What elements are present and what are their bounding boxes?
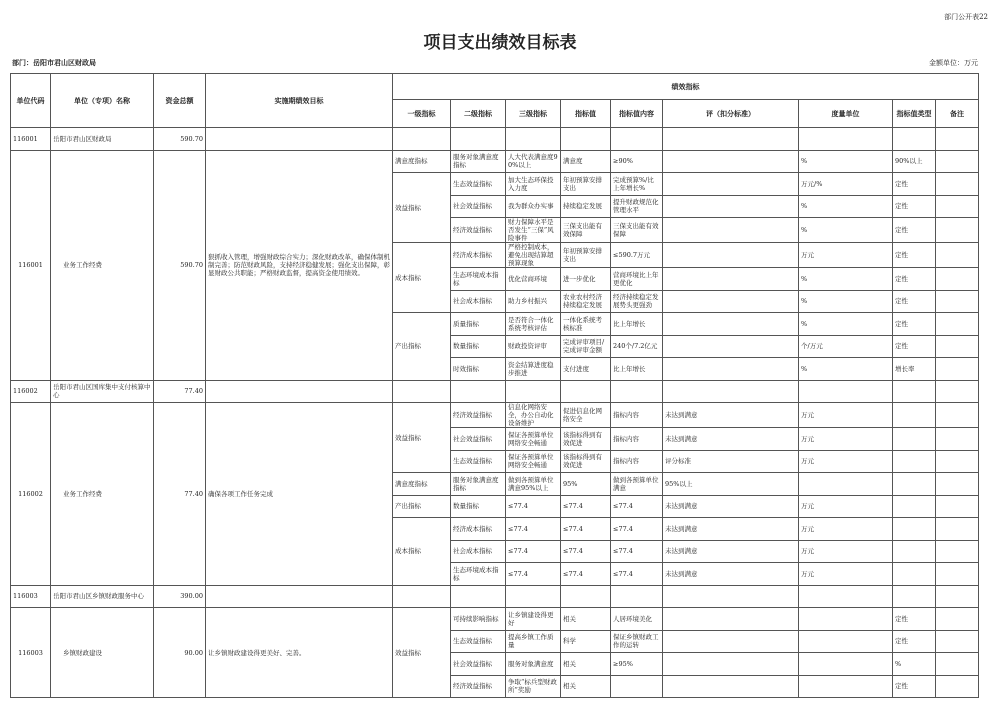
value-type: 定性 bbox=[893, 675, 936, 698]
header-unit-code: 单位代码 bbox=[11, 74, 51, 128]
indicator-content: 比上年增长 bbox=[611, 358, 663, 381]
header-level2: 二级指标 bbox=[451, 100, 506, 128]
indicator-content: 保证乡镇财政工作的运转 bbox=[611, 630, 663, 653]
scoring-standard: 未达到满意 bbox=[663, 540, 799, 563]
scoring-standard bbox=[663, 195, 799, 218]
header-value-type: 指标值类型 bbox=[893, 100, 936, 128]
level3-indicator: 财力保障水平是否发生“三保”风险事件 bbox=[506, 218, 561, 243]
remark bbox=[936, 218, 979, 243]
scoring-standard bbox=[663, 630, 799, 653]
indicator-content: 人居环境美化 bbox=[611, 608, 663, 631]
empty-cell bbox=[893, 128, 936, 151]
empty-cell bbox=[506, 128, 561, 151]
indicator-row bbox=[11, 608, 979, 631]
measure-unit: 万元/% bbox=[799, 173, 893, 196]
level3-indicator: 优化营商环境 bbox=[506, 268, 561, 291]
remark bbox=[936, 173, 979, 196]
scoring-standard bbox=[663, 653, 799, 676]
empty-cell bbox=[506, 380, 561, 403]
header-level3: 三级指标 bbox=[506, 100, 561, 128]
project-code: 116003 bbox=[11, 608, 51, 698]
remark bbox=[936, 290, 979, 313]
scoring-standard: 未达到满意 bbox=[663, 518, 799, 541]
empty-cell bbox=[611, 380, 663, 403]
indicator-value: ≤77.4 bbox=[561, 518, 611, 541]
level1-indicator: 成本指标 bbox=[393, 243, 451, 313]
level3-indicator: 严格控制成本，避免出现结算超预算现象 bbox=[506, 243, 561, 268]
level1-indicator: 效益指标 bbox=[393, 403, 451, 473]
measure-unit: % bbox=[799, 290, 893, 313]
remark bbox=[936, 518, 979, 541]
indicator-content: ≤77.4 bbox=[611, 495, 663, 518]
level3-indicator: 保证各预算单位网络安全畅通 bbox=[506, 428, 561, 451]
value-type bbox=[893, 540, 936, 563]
empty-cell bbox=[799, 380, 893, 403]
level3-indicator: 让乡镇建设得更好 bbox=[506, 608, 561, 631]
level3-indicator: 争取“标兵型财政所”奖励 bbox=[506, 675, 561, 698]
measure-unit: % bbox=[799, 268, 893, 291]
header-remark: 备注 bbox=[936, 100, 979, 128]
value-type: 定性 bbox=[893, 313, 936, 336]
value-type: 增长率 bbox=[893, 358, 936, 381]
value-type: 90%以上 bbox=[893, 150, 936, 173]
value-type: 定性 bbox=[893, 630, 936, 653]
empty-cell bbox=[799, 585, 893, 608]
indicator-value: 持续稳定发展 bbox=[561, 195, 611, 218]
indicator-content: 营商环境比上年更优化 bbox=[611, 268, 663, 291]
level3-indicator: 人大代表满意度90%以上 bbox=[506, 150, 561, 173]
indicator-value: ≤77.4 bbox=[561, 540, 611, 563]
value-type: 定性 bbox=[893, 608, 936, 631]
project-amount: 590.70 bbox=[154, 150, 206, 380]
scoring-standard bbox=[663, 290, 799, 313]
unit-amount: 390.00 bbox=[154, 585, 206, 608]
empty-cell bbox=[663, 380, 799, 403]
unit-amount: 590.70 bbox=[154, 128, 206, 151]
indicator-value: 满意度 bbox=[561, 150, 611, 173]
remark bbox=[936, 268, 979, 291]
performance-target-table bbox=[10, 73, 979, 698]
level1-indicator: 效益指标 bbox=[393, 608, 451, 698]
indicator-value: 该指标得到有效促进 bbox=[561, 450, 611, 473]
measure-unit bbox=[799, 473, 893, 496]
level2-indicator: 社会效益指标 bbox=[451, 428, 506, 451]
scoring-standard: 未达到满意 bbox=[663, 495, 799, 518]
header-level1: 一级指标 bbox=[393, 100, 451, 128]
empty-cell bbox=[936, 128, 979, 151]
remark bbox=[936, 313, 979, 336]
remark bbox=[936, 335, 979, 358]
empty-cell bbox=[206, 128, 393, 151]
remark bbox=[936, 428, 979, 451]
indicator-content: 比上年增长 bbox=[611, 313, 663, 336]
header-indicator-content: 指标值内容 bbox=[611, 100, 663, 128]
level2-indicator: 社会效益指标 bbox=[451, 195, 506, 218]
scoring-standard bbox=[663, 150, 799, 173]
indicator-content: ≤77.4 bbox=[611, 563, 663, 586]
scoring-standard: 评分标准 bbox=[663, 450, 799, 473]
level2-indicator: 社会成本指标 bbox=[451, 540, 506, 563]
indicator-content: 做到各预算单位满意 bbox=[611, 473, 663, 496]
empty-cell bbox=[663, 128, 799, 151]
level2-indicator: 生态环境成本指标 bbox=[451, 268, 506, 291]
remark bbox=[936, 675, 979, 698]
remark bbox=[936, 150, 979, 173]
measure-unit: 万元 bbox=[799, 243, 893, 268]
project-name: 业务工作经费 bbox=[51, 403, 154, 586]
project-name: 业务工作经费 bbox=[51, 150, 154, 380]
indicator-value: 进一步优化 bbox=[561, 268, 611, 291]
level2-indicator: 可持续影响指标 bbox=[451, 608, 506, 631]
header-unit-name: 单位（专项）名称 bbox=[51, 74, 154, 128]
level3-indicator: ≤77.4 bbox=[506, 518, 561, 541]
form-number: 部门公开表22 bbox=[944, 13, 988, 21]
measure-unit: 万元 bbox=[799, 540, 893, 563]
empty-cell bbox=[663, 585, 799, 608]
indicator-content: ≥95% bbox=[611, 653, 663, 676]
level1-indicator: 效益指标 bbox=[393, 173, 451, 243]
empty-cell bbox=[611, 128, 663, 151]
level3-indicator: 保证各预算单位网络安全畅通 bbox=[506, 450, 561, 473]
measure-unit: % bbox=[799, 358, 893, 381]
value-type: % bbox=[893, 653, 936, 676]
indicator-content bbox=[611, 675, 663, 698]
indicator-value: 该指标得到有效促进 bbox=[561, 428, 611, 451]
level2-indicator: 经济效益指标 bbox=[451, 403, 506, 428]
remark bbox=[936, 403, 979, 428]
value-type bbox=[893, 518, 936, 541]
level3-indicator: 做到各预算单位满意95%以上 bbox=[506, 473, 561, 496]
level2-indicator: 质量指标 bbox=[451, 313, 506, 336]
project-amount: 77.40 bbox=[154, 403, 206, 586]
indicator-value: 年初预算安排支出 bbox=[561, 173, 611, 196]
scoring-standard: 95%以上 bbox=[663, 473, 799, 496]
value-type bbox=[893, 450, 936, 473]
unit-row bbox=[11, 380, 979, 403]
empty-cell bbox=[561, 585, 611, 608]
empty-cell bbox=[451, 128, 506, 151]
measure-unit: % bbox=[799, 218, 893, 243]
measure-unit bbox=[799, 608, 893, 631]
scoring-standard bbox=[663, 243, 799, 268]
indicator-value: 95% bbox=[561, 473, 611, 496]
level3-indicator: 提高乡镇工作质量 bbox=[506, 630, 561, 653]
indicator-value: 相关 bbox=[561, 608, 611, 631]
project-amount: 90.00 bbox=[154, 608, 206, 698]
indicator-content: 完成预算%/比上年增长% bbox=[611, 173, 663, 196]
value-type bbox=[893, 428, 936, 451]
indicator-value: 科学 bbox=[561, 630, 611, 653]
indicator-value: 支付进度 bbox=[561, 358, 611, 381]
value-type bbox=[893, 495, 936, 518]
level1-indicator: 满意度指标 bbox=[393, 150, 451, 173]
department-label: 部门：岳阳市君山区财政局 bbox=[12, 58, 96, 67]
indicator-content: ≤77.4 bbox=[611, 518, 663, 541]
value-type: 定性 bbox=[893, 243, 936, 268]
unit-row bbox=[11, 128, 979, 151]
measure-unit: % bbox=[799, 150, 893, 173]
level2-indicator: 生态效益指标 bbox=[451, 630, 506, 653]
level3-indicator: 我为群众办实事 bbox=[506, 195, 561, 218]
level3-indicator: 服务对象满意度 bbox=[506, 653, 561, 676]
value-type: 定性 bbox=[893, 173, 936, 196]
scoring-standard bbox=[663, 608, 799, 631]
header-scoring-standard: 评（扣分标准） bbox=[663, 100, 799, 128]
header-goal: 实施期绩效目标 bbox=[206, 74, 393, 128]
empty-cell bbox=[936, 585, 979, 608]
project-goal: 确保各项工作任务完成 bbox=[206, 403, 393, 586]
level3-indicator: 加大生态环保投入力度 bbox=[506, 173, 561, 196]
measure-unit: 万元 bbox=[799, 450, 893, 473]
indicator-content: 指标内容 bbox=[611, 450, 663, 473]
empty-cell bbox=[506, 585, 561, 608]
value-type: 定性 bbox=[893, 335, 936, 358]
indicator-value: ≤77.4 bbox=[561, 563, 611, 586]
measure-unit: 万元 bbox=[799, 518, 893, 541]
header-indicator-value: 指标值 bbox=[561, 100, 611, 128]
indicator-value: 三保支出能有效保障 bbox=[561, 218, 611, 243]
project-goal: 狠抓收入管理，增强财政综合实力；深化财政改革，确保体制机制完善；防范财政风险，支持经济稳健发展；强化支出保障，彰显财政公共职能；严格财政监督，提高资金使用绩效。 bbox=[206, 150, 393, 380]
indicator-content: 三保支出能有效保障 bbox=[611, 218, 663, 243]
level2-indicator: 数量指标 bbox=[451, 495, 506, 518]
remark bbox=[936, 450, 979, 473]
empty-cell bbox=[393, 585, 451, 608]
indicator-value: 相关 bbox=[561, 653, 611, 676]
unit-name: 岳阳市君山区国库集中支付核算中心 bbox=[51, 380, 154, 403]
value-type: 定性 bbox=[893, 218, 936, 243]
header-performance-indicators: 绩效指标 bbox=[393, 74, 979, 100]
level2-indicator: 社会成本指标 bbox=[451, 290, 506, 313]
remark bbox=[936, 243, 979, 268]
page-title: 项目支出绩效目标表 bbox=[423, 33, 577, 53]
value-type bbox=[893, 563, 936, 586]
scoring-standard bbox=[663, 313, 799, 336]
header-measure-unit: 度量单位 bbox=[799, 100, 893, 128]
empty-cell bbox=[893, 380, 936, 403]
remark bbox=[936, 195, 979, 218]
level3-indicator: 资金结算进度稳步推进 bbox=[506, 358, 561, 381]
unit-code: 116002 bbox=[11, 380, 51, 403]
scoring-standard: 未达到满意 bbox=[663, 428, 799, 451]
remark bbox=[936, 358, 979, 381]
remark bbox=[936, 495, 979, 518]
scoring-standard bbox=[663, 218, 799, 243]
indicator-value: 完成评审项目/完成评审金额 bbox=[561, 335, 611, 358]
empty-cell bbox=[893, 585, 936, 608]
value-type bbox=[893, 403, 936, 428]
indicator-content: 240个/7.2亿元 bbox=[611, 335, 663, 358]
empty-cell bbox=[611, 585, 663, 608]
measure-unit bbox=[799, 630, 893, 653]
scoring-standard bbox=[663, 675, 799, 698]
indicator-row bbox=[11, 403, 979, 428]
scoring-standard bbox=[663, 335, 799, 358]
level2-indicator: 经济成本指标 bbox=[451, 243, 506, 268]
unit-code: 116001 bbox=[11, 128, 51, 151]
level1-indicator: 产出指标 bbox=[393, 495, 451, 518]
empty-cell bbox=[561, 380, 611, 403]
level3-indicator: ≤77.4 bbox=[506, 563, 561, 586]
remark bbox=[936, 540, 979, 563]
measure-unit: 万元 bbox=[799, 563, 893, 586]
indicator-content: ≤77.4 bbox=[611, 540, 663, 563]
level2-indicator: 经济效益指标 bbox=[451, 675, 506, 698]
amount-unit-label: 金额单位：万元 bbox=[929, 59, 978, 67]
level2-indicator: 生态效益指标 bbox=[451, 173, 506, 196]
indicator-content: ≥90% bbox=[611, 150, 663, 173]
remark bbox=[936, 473, 979, 496]
level2-indicator: 社会效益指标 bbox=[451, 653, 506, 676]
measure-unit bbox=[799, 653, 893, 676]
indicator-content: 指标内容 bbox=[611, 403, 663, 428]
unit-amount: 77.40 bbox=[154, 380, 206, 403]
level1-indicator: 满意度指标 bbox=[393, 473, 451, 496]
indicator-row bbox=[11, 150, 979, 173]
measure-unit: 个/万元 bbox=[799, 335, 893, 358]
level3-indicator: 是否符合一体化系统考核评估 bbox=[506, 313, 561, 336]
measure-unit: % bbox=[799, 313, 893, 336]
empty-cell bbox=[561, 128, 611, 151]
indicator-value: 一体化系统考核标准 bbox=[561, 313, 611, 336]
scoring-standard bbox=[663, 358, 799, 381]
value-type: 定性 bbox=[893, 290, 936, 313]
remark bbox=[936, 630, 979, 653]
indicator-content: 经济持续稳定发展势头更强劲 bbox=[611, 290, 663, 313]
level1-indicator: 成本指标 bbox=[393, 518, 451, 586]
level3-indicator: ≤77.4 bbox=[506, 495, 561, 518]
level3-indicator: ≤77.4 bbox=[506, 540, 561, 563]
empty-cell bbox=[206, 585, 393, 608]
measure-unit: 万元 bbox=[799, 403, 893, 428]
indicator-value: 相关 bbox=[561, 675, 611, 698]
scoring-standard: 未达到满意 bbox=[663, 563, 799, 586]
indicator-value: 农业农村经济持续稳定发展 bbox=[561, 290, 611, 313]
level2-indicator: 经济成本指标 bbox=[451, 518, 506, 541]
value-type: 定性 bbox=[893, 195, 936, 218]
indicator-value: 年初预算安排支出 bbox=[561, 243, 611, 268]
remark bbox=[936, 608, 979, 631]
scoring-standard: 未达到满意 bbox=[663, 403, 799, 428]
remark bbox=[936, 563, 979, 586]
empty-cell bbox=[393, 380, 451, 403]
indicator-content: 提升财政规范化管理水平 bbox=[611, 195, 663, 218]
value-type: 定性 bbox=[893, 268, 936, 291]
empty-cell bbox=[393, 128, 451, 151]
empty-cell bbox=[206, 380, 393, 403]
level2-indicator: 经济效益指标 bbox=[451, 218, 506, 243]
project-code: 116002 bbox=[11, 403, 51, 586]
level3-indicator: 信息化网络安全，办公自动化设备维护 bbox=[506, 403, 561, 428]
level1-indicator: 产出指标 bbox=[393, 313, 451, 381]
measure-unit: 万元 bbox=[799, 428, 893, 451]
indicator-content: ≤590.7万元 bbox=[611, 243, 663, 268]
project-name: 乡镇财政建设 bbox=[51, 608, 154, 698]
level2-indicator: 时效指标 bbox=[451, 358, 506, 381]
indicator-value: 促进信息化网络安全 bbox=[561, 403, 611, 428]
project-goal: 让乡镇财政建设得更美好、完善。 bbox=[206, 608, 393, 698]
unit-name: 岳阳市君山区乡镇财政服务中心 bbox=[51, 585, 154, 608]
empty-cell bbox=[451, 380, 506, 403]
level2-indicator: 生态效益指标 bbox=[451, 450, 506, 473]
unit-name: 岳阳市君山区财政局 bbox=[51, 128, 154, 151]
level2-indicator: 服务对象满意度指标 bbox=[451, 473, 506, 496]
unit-row bbox=[11, 585, 979, 608]
project-code: 116001 bbox=[11, 150, 51, 380]
empty-cell bbox=[936, 380, 979, 403]
header-amount: 资金总额 bbox=[154, 74, 206, 128]
scoring-standard bbox=[663, 268, 799, 291]
empty-cell bbox=[799, 128, 893, 151]
value-type bbox=[893, 473, 936, 496]
level2-indicator: 数量指标 bbox=[451, 335, 506, 358]
level3-indicator: 助力乡村振兴 bbox=[506, 290, 561, 313]
level3-indicator: 财政投资评审 bbox=[506, 335, 561, 358]
unit-code: 116003 bbox=[11, 585, 51, 608]
empty-cell bbox=[451, 585, 506, 608]
measure-unit: % bbox=[799, 195, 893, 218]
measure-unit bbox=[799, 675, 893, 698]
level2-indicator: 服务对象满意度指标 bbox=[451, 150, 506, 173]
remark bbox=[936, 653, 979, 676]
indicator-value: ≤77.4 bbox=[561, 495, 611, 518]
level2-indicator: 生态环境成本指标 bbox=[451, 563, 506, 586]
measure-unit: 万元 bbox=[799, 495, 893, 518]
scoring-standard bbox=[663, 173, 799, 196]
indicator-content: 指标内容 bbox=[611, 428, 663, 451]
